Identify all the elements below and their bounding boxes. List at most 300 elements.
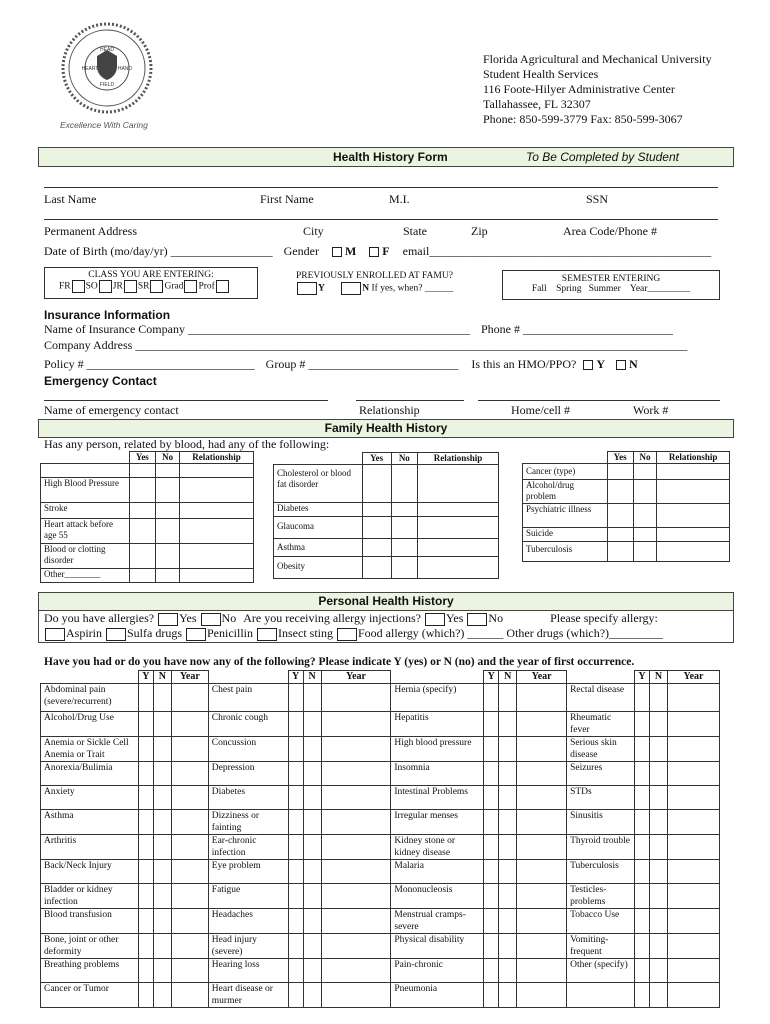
fh-yes-cell[interactable]	[607, 528, 633, 542]
history-y-cell[interactable]	[484, 810, 499, 835]
table-row	[41, 786, 720, 810]
company-address-field[interactable]: Company Address ____________________________________________________________________________________________	[44, 338, 688, 352]
gender-label: Gender	[283, 244, 319, 258]
form-note: To Be Completed by Student	[526, 150, 679, 164]
fh-no-cell[interactable]	[156, 503, 180, 519]
history-year-cell[interactable]	[321, 884, 391, 909]
fh-yes-cell[interactable]	[129, 519, 156, 544]
insurance-heading: Insurance Information	[44, 308, 171, 322]
hmo-n-checkbox[interactable]	[616, 360, 626, 370]
fh-rel-cell[interactable]	[657, 464, 730, 480]
history-year-cell[interactable]	[321, 934, 391, 959]
hmo-y-checkbox[interactable]	[583, 360, 593, 370]
history-header-n: N	[499, 671, 517, 684]
allergy-yes-box[interactable]	[158, 613, 178, 626]
history-year-cell[interactable]	[667, 684, 719, 712]
history-year-cell[interactable]	[171, 934, 208, 959]
history-y-cell[interactable]	[484, 934, 499, 959]
history-y-cell[interactable]	[288, 959, 303, 983]
personal-heading: Personal Health History	[318, 594, 454, 608]
history-n-cell[interactable]	[650, 884, 668, 909]
fh-no-cell[interactable]	[156, 544, 180, 569]
fh-yes-header: Yes	[129, 452, 156, 464]
history-year-cell[interactable]	[517, 983, 567, 1008]
history-y-cell[interactable]	[484, 909, 499, 934]
history-year-cell[interactable]	[517, 860, 567, 884]
history-year-cell[interactable]	[321, 909, 391, 934]
history-y-cell[interactable]	[635, 959, 650, 983]
condition-label: Headaches	[208, 909, 288, 934]
history-year-cell[interactable]	[517, 934, 567, 959]
condition-label: Eye problem	[208, 860, 288, 884]
history-year-cell[interactable]	[517, 835, 567, 860]
aspirin-box[interactable]	[45, 628, 65, 641]
history-y-cell[interactable]	[288, 737, 303, 762]
history-n-cell[interactable]	[650, 835, 668, 860]
history-n-cell[interactable]	[303, 684, 321, 712]
table-row	[41, 762, 720, 786]
hmo-y-label: Y	[596, 357, 606, 371]
history-y-cell[interactable]	[484, 983, 499, 1008]
history-header-year: Year	[517, 671, 567, 684]
prev-n-box[interactable]	[341, 282, 361, 295]
history-n-cell[interactable]	[650, 810, 668, 835]
history-y-cell[interactable]	[288, 983, 303, 1008]
condition-label: Fatigue	[208, 884, 288, 909]
condition-label: Abdominal pain (severe/recurrent)	[41, 684, 139, 712]
history-year-cell[interactable]	[517, 810, 567, 835]
history-y-cell[interactable]	[138, 909, 153, 934]
history-n-cell[interactable]	[499, 684, 517, 712]
history-n-cell[interactable]	[153, 762, 171, 786]
history-year-cell[interactable]	[667, 959, 719, 983]
history-n-cell[interactable]	[153, 884, 171, 909]
emergency-home-label: Home/cell #	[511, 403, 570, 417]
penicillin-box[interactable]	[186, 628, 206, 641]
history-y-cell[interactable]	[635, 983, 650, 1008]
history-y-cell[interactable]	[138, 810, 153, 835]
history-y-cell[interactable]	[635, 860, 650, 884]
history-y-cell[interactable]	[138, 786, 153, 810]
history-n-cell[interactable]	[153, 810, 171, 835]
class-so-label: SO	[85, 281, 98, 292]
history-y-cell[interactable]	[288, 810, 303, 835]
fh-no-cell[interactable]	[391, 539, 417, 557]
insect-box[interactable]	[257, 628, 277, 641]
history-year-cell[interactable]	[667, 860, 719, 884]
address-block	[483, 52, 712, 127]
history-year-cell[interactable]	[171, 684, 208, 712]
history-y-cell[interactable]	[635, 684, 650, 712]
history-year-cell[interactable]	[517, 909, 567, 934]
history-y-cell[interactable]	[484, 860, 499, 884]
history-year-cell[interactable]	[667, 786, 719, 810]
history-y-cell[interactable]	[138, 835, 153, 860]
history-y-cell[interactable]	[138, 934, 153, 959]
history-blank-header	[567, 671, 635, 684]
fh-rel-cell[interactable]	[657, 528, 730, 542]
fh-no-cell[interactable]	[633, 504, 657, 528]
history-year-cell[interactable]	[321, 762, 391, 786]
history-year-cell[interactable]	[321, 810, 391, 835]
history-year-cell[interactable]	[321, 684, 391, 712]
history-n-cell[interactable]	[650, 860, 668, 884]
history-y-cell[interactable]	[288, 860, 303, 884]
history-n-cell[interactable]	[303, 712, 321, 737]
history-header-y: Y	[288, 671, 303, 684]
history-year-cell[interactable]	[667, 762, 719, 786]
history-n-cell[interactable]	[499, 909, 517, 934]
fh-item: Cholesterol or blood fat disorder	[274, 465, 363, 503]
history-n-cell[interactable]	[153, 983, 171, 1008]
fh-no-cell[interactable]	[156, 478, 180, 503]
history-y-cell[interactable]	[635, 934, 650, 959]
family-question: Has any person, related by blood, had any of the following:	[44, 437, 330, 451]
state-label: State	[403, 224, 427, 238]
food-other-drugs-field[interactable]: Food allergy (which?) ______ Other drugs (which?)_________	[358, 626, 664, 640]
history-year-cell[interactable]	[171, 737, 208, 762]
history-n-cell[interactable]	[499, 737, 517, 762]
condition-label: High blood pressure	[391, 737, 484, 762]
ssn-label: SSN	[586, 192, 609, 206]
fh-yes-header: Yes	[607, 452, 633, 464]
history-year-cell[interactable]	[667, 884, 719, 909]
fh-no-cell[interactable]	[633, 480, 657, 504]
fh-yes-cell[interactable]	[362, 465, 391, 503]
history-year-cell[interactable]	[321, 712, 391, 737]
history-blank-header	[391, 671, 484, 684]
history-y-cell[interactable]	[288, 909, 303, 934]
class-jr-label: JR	[112, 281, 123, 292]
history-n-cell[interactable]	[303, 934, 321, 959]
injection-yes-box[interactable]	[425, 613, 445, 626]
history-y-cell[interactable]	[635, 737, 650, 762]
history-y-cell[interactable]	[484, 684, 499, 712]
class-so-box[interactable]	[99, 280, 112, 293]
history-y-cell[interactable]	[138, 983, 153, 1008]
history-n-cell[interactable]	[499, 959, 517, 983]
fh-rel-cell[interactable]	[180, 478, 254, 503]
history-y-cell[interactable]	[484, 959, 499, 983]
fh-no-cell[interactable]	[156, 519, 180, 544]
table-row	[41, 959, 720, 983]
semester-options[interactable]: Fall Spring Summer Year_________	[531, 284, 691, 294]
prev-y-box[interactable]	[297, 282, 317, 295]
history-year-cell[interactable]	[321, 835, 391, 860]
history-y-cell[interactable]	[635, 909, 650, 934]
history-n-cell[interactable]	[650, 712, 668, 737]
history-n-cell[interactable]	[650, 934, 668, 959]
fh-item: Diabetes	[274, 503, 363, 517]
fh-rel-cell[interactable]	[417, 517, 498, 539]
fh-item: Stroke	[41, 503, 130, 519]
condition-label: Blood transfusion	[41, 909, 139, 934]
specify-allergy-label: Please specify allergy:	[550, 611, 658, 625]
history-n-cell[interactable]	[650, 909, 668, 934]
history-year-cell[interactable]	[667, 934, 719, 959]
table-row	[41, 737, 720, 762]
history-n-cell[interactable]	[153, 934, 171, 959]
history-year-cell[interactable]	[667, 712, 719, 737]
fh-rel-cell[interactable]	[180, 544, 254, 569]
history-year-cell[interactable]	[517, 884, 567, 909]
fh-no-cell[interactable]	[391, 517, 417, 539]
history-n-cell[interactable]	[650, 762, 668, 786]
fh-yes-cell[interactable]	[129, 544, 156, 569]
condition-label: Serious skin disease	[567, 737, 635, 762]
fh-yes-cell[interactable]	[362, 503, 391, 517]
class-sr-label: SR	[137, 281, 150, 292]
fh-yes-cell[interactable]	[362, 557, 391, 579]
history-y-cell[interactable]	[484, 786, 499, 810]
table-row	[41, 884, 720, 909]
history-year-cell[interactable]	[321, 959, 391, 983]
history-y-cell[interactable]	[288, 884, 303, 909]
history-y-cell[interactable]	[288, 786, 303, 810]
allergy-no-label: No	[221, 611, 237, 625]
history-header-year: Year	[171, 671, 208, 684]
history-year-cell[interactable]	[171, 810, 208, 835]
fh-yes-cell[interactable]	[362, 539, 391, 557]
history-n-cell[interactable]	[153, 786, 171, 810]
history-header-year: Year	[667, 671, 719, 684]
history-year-cell[interactable]	[171, 884, 208, 909]
emergency-work-label: Work #	[633, 403, 669, 417]
history-year-cell[interactable]	[517, 737, 567, 762]
history-n-cell[interactable]	[303, 983, 321, 1008]
injection-no-box[interactable]	[467, 613, 487, 626]
history-year-cell[interactable]	[171, 983, 208, 1008]
history-y-cell[interactable]	[635, 810, 650, 835]
insurance-company-field[interactable]: Name of Insurance Company _______________________________________________	[44, 322, 470, 336]
history-header-n: N	[303, 671, 321, 684]
history-y-cell[interactable]	[288, 835, 303, 860]
history-year-cell[interactable]	[667, 835, 719, 860]
fh-no-cell[interactable]	[156, 569, 180, 583]
group-field[interactable]: Group # _________________________	[265, 357, 459, 371]
fh-yes-cell[interactable]	[129, 478, 156, 503]
history-n-cell[interactable]	[650, 684, 668, 712]
history-n-cell[interactable]	[499, 810, 517, 835]
history-n-cell[interactable]	[153, 737, 171, 762]
history-n-cell[interactable]	[303, 909, 321, 934]
condition-label: Rheumatic fever	[567, 712, 635, 737]
history-year-cell[interactable]	[171, 762, 208, 786]
history-y-cell[interactable]	[138, 884, 153, 909]
history-year-cell[interactable]	[517, 959, 567, 983]
fh-yes-cell[interactable]	[607, 504, 633, 528]
history-y-cell[interactable]	[635, 712, 650, 737]
condition-label: Physical disability	[391, 934, 484, 959]
history-n-cell[interactable]	[650, 959, 668, 983]
history-n-cell[interactable]	[303, 884, 321, 909]
history-year-cell[interactable]	[517, 684, 567, 712]
condition-label: STDs	[567, 786, 635, 810]
history-n-cell[interactable]	[153, 959, 171, 983]
history-y-cell[interactable]	[484, 762, 499, 786]
history-year-cell[interactable]	[171, 835, 208, 860]
history-n-cell[interactable]	[499, 884, 517, 909]
history-year-cell[interactable]	[171, 959, 208, 983]
history-year-cell[interactable]	[321, 860, 391, 884]
fh-yes-header: Yes	[362, 453, 391, 465]
class-grad-box[interactable]	[184, 280, 197, 293]
history-y-cell[interactable]	[635, 762, 650, 786]
sulfa-label: Sulfa drugs	[127, 626, 182, 640]
history-y-cell[interactable]	[138, 684, 153, 712]
fh-rel-cell[interactable]	[417, 503, 498, 517]
history-year-cell[interactable]	[667, 810, 719, 835]
fh-yes-cell[interactable]	[362, 517, 391, 539]
fh-item: Heart attack before age 55	[41, 519, 130, 544]
fh-yes-cell[interactable]	[607, 542, 633, 562]
fh-no-cell[interactable]	[391, 557, 417, 579]
class-sr-box[interactable]	[150, 280, 163, 293]
history-year-cell[interactable]	[667, 909, 719, 934]
class-fr-box[interactable]	[72, 280, 85, 293]
condition-label: Concussion	[208, 737, 288, 762]
history-table	[40, 670, 720, 1008]
fh-yes-cell[interactable]	[607, 480, 633, 504]
history-n-cell[interactable]	[499, 835, 517, 860]
fh-rel-cell[interactable]	[417, 539, 498, 557]
fh-no-cell[interactable]	[633, 528, 657, 542]
history-year-cell[interactable]	[517, 712, 567, 737]
fh-rel-cell[interactable]	[180, 519, 254, 544]
history-y-cell[interactable]	[288, 762, 303, 786]
fh-no-cell[interactable]	[633, 542, 657, 562]
history-year-cell[interactable]	[517, 786, 567, 810]
history-header-y: Y	[138, 671, 153, 684]
allergy-question: Do you have allergies?	[44, 611, 155, 625]
history-n-cell[interactable]	[303, 737, 321, 762]
condition-label: Back/Neck Injury	[41, 860, 139, 884]
history-year-cell[interactable]	[171, 909, 208, 934]
history-year-cell[interactable]	[321, 786, 391, 810]
history-y-cell[interactable]	[484, 712, 499, 737]
history-n-cell[interactable]	[650, 786, 668, 810]
fh-yes-cell[interactable]	[129, 569, 156, 583]
sulfa-box[interactable]	[106, 628, 126, 641]
family-heading-bar	[38, 419, 734, 438]
history-y-cell[interactable]	[635, 884, 650, 909]
dob-field[interactable]: Date of Birth (mo/day/yr) _________________	[44, 244, 273, 258]
policy-field[interactable]: Policy # ____________________________	[44, 357, 255, 371]
history-y-cell[interactable]	[635, 786, 650, 810]
gender-f-checkbox[interactable]	[369, 247, 379, 257]
history-y-cell[interactable]	[138, 712, 153, 737]
history-year-cell[interactable]	[321, 983, 391, 1008]
history-year-cell[interactable]	[667, 737, 719, 762]
condition-label: Anemia or Sickle Cell Anemia or Trait	[41, 737, 139, 762]
history-y-cell[interactable]	[138, 959, 153, 983]
history-n-cell[interactable]	[153, 684, 171, 712]
history-n-cell[interactable]	[153, 712, 171, 737]
table-row	[41, 860, 720, 884]
fh-yes-cell[interactable]	[607, 464, 633, 480]
fh-rel-cell[interactable]	[657, 542, 730, 562]
history-y-cell[interactable]	[484, 884, 499, 909]
fh-rel-cell[interactable]	[657, 480, 730, 504]
fh-no-cell[interactable]	[391, 503, 417, 517]
history-y-cell[interactable]	[484, 835, 499, 860]
insurance-phone-field[interactable]: Phone # _________________________	[480, 322, 673, 336]
class-prof-box[interactable]	[216, 280, 229, 293]
history-year-cell[interactable]	[171, 860, 208, 884]
fh-rel-cell[interactable]	[417, 557, 498, 579]
gender-m-checkbox[interactable]	[332, 247, 342, 257]
hmo-n-label: N	[629, 357, 638, 371]
history-n-cell[interactable]	[303, 810, 321, 835]
history-n-cell[interactable]	[153, 860, 171, 884]
fh-rel-cell[interactable]	[180, 503, 254, 519]
history-n-cell[interactable]	[303, 835, 321, 860]
history-y-cell[interactable]	[484, 737, 499, 762]
prev-when-field[interactable]: If yes, when? ______	[371, 283, 454, 294]
fh-rel-cell[interactable]	[417, 465, 498, 503]
condition-label: Ear-chronic infection	[208, 835, 288, 860]
history-question: Have you had or do you have now any of the following? Please indicate Y (yes) or N (no) and the year of first occurrence.	[44, 656, 635, 668]
aspirin-label: Aspirin	[66, 626, 102, 640]
history-year-cell[interactable]	[171, 712, 208, 737]
history-year-cell[interactable]	[171, 786, 208, 810]
allergy-no-box[interactable]	[201, 613, 221, 626]
history-n-cell[interactable]	[153, 909, 171, 934]
history-y-cell[interactable]	[138, 762, 153, 786]
history-year-cell[interactable]	[517, 762, 567, 786]
history-year-cell[interactable]	[321, 737, 391, 762]
history-y-cell[interactable]	[138, 737, 153, 762]
history-n-cell[interactable]	[303, 786, 321, 810]
history-header-n: N	[153, 671, 171, 684]
email-field[interactable]: email_______________________________________________	[402, 244, 712, 258]
history-n-cell[interactable]	[650, 737, 668, 762]
history-n-cell[interactable]	[499, 762, 517, 786]
history-year-cell[interactable]	[667, 983, 719, 1008]
table-row	[41, 909, 720, 934]
condition-label: Arthritis	[41, 835, 139, 860]
history-y-cell[interactable]	[288, 712, 303, 737]
history-n-cell[interactable]	[153, 835, 171, 860]
injection-question: Are you receiving allergy injections?	[243, 611, 421, 625]
history-n-cell[interactable]	[499, 712, 517, 737]
fh-yes-cell[interactable]	[129, 503, 156, 519]
history-n-cell[interactable]	[499, 934, 517, 959]
history-n-cell[interactable]	[303, 860, 321, 884]
family-table-1	[40, 451, 254, 583]
history-n-cell[interactable]	[650, 983, 668, 1008]
fh-rel-cell[interactable]	[657, 504, 730, 528]
address-line: Student Health Services	[483, 67, 599, 81]
history-header-y: Y	[484, 671, 499, 684]
class-jr-box[interactable]	[124, 280, 137, 293]
history-n-cell[interactable]	[499, 786, 517, 810]
history-y-cell[interactable]	[288, 934, 303, 959]
fh-no-cell[interactable]	[633, 464, 657, 480]
semester-box	[502, 270, 720, 300]
food-allergy-box[interactable]	[337, 628, 357, 641]
history-n-cell[interactable]	[303, 762, 321, 786]
history-y-cell[interactable]	[138, 860, 153, 884]
fh-rel-cell[interactable]	[180, 569, 254, 583]
history-y-cell[interactable]	[288, 684, 303, 712]
history-n-cell[interactable]	[303, 959, 321, 983]
history-y-cell[interactable]	[635, 835, 650, 860]
history-n-cell[interactable]	[499, 983, 517, 1008]
history-n-cell[interactable]	[499, 860, 517, 884]
condition-label: Other (specify)	[567, 959, 635, 983]
fh-no-cell[interactable]	[391, 465, 417, 503]
